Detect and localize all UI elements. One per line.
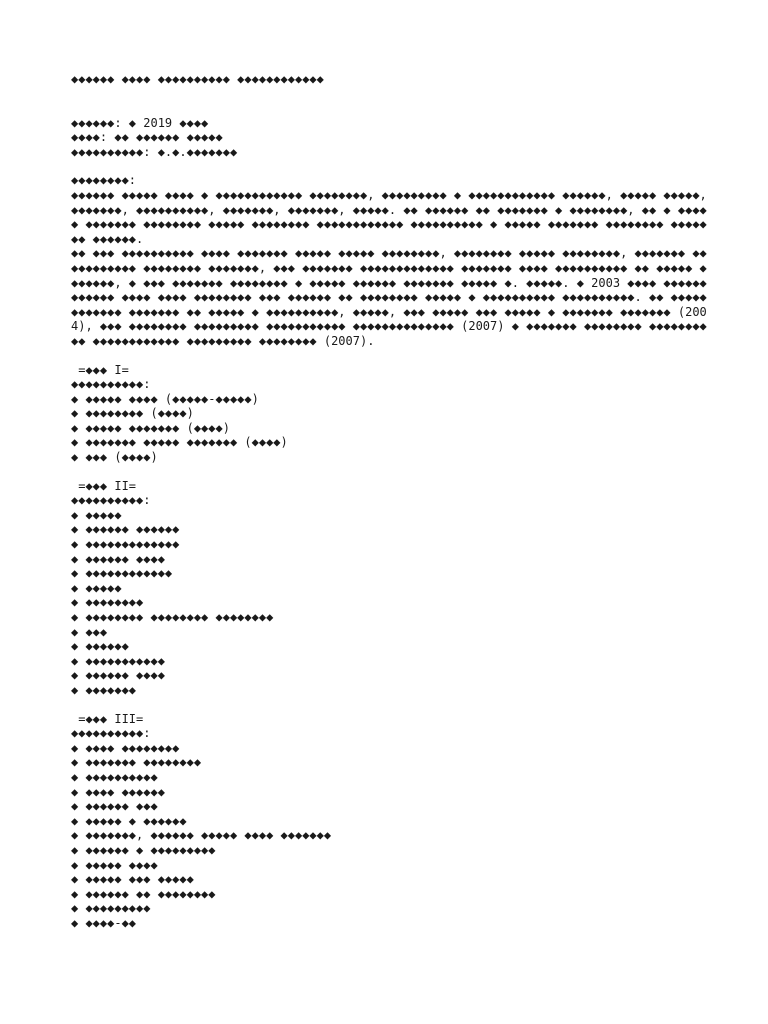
list-item: ◆ ◆◆◆◆ ◆◆◆◆◆◆ [71,784,165,799]
list-item: ◆ ◆◆◆◆◆◆◆◆ (◆◆◆◆) [71,406,194,421]
list-item: ◆ ◆◆◆◆◆◆◆◆◆◆ [71,769,158,784]
list-item: ◆ ◆◆◆ [71,624,108,639]
list-item: ◆ ◆◆◆◆◆◆ ◆◆◆ [71,799,158,814]
spacer [71,698,711,712]
list-item: ◆ ◆◆◆ (◆◆◆◆) [71,450,158,465]
list-item: ◆ ◆◆◆◆◆◆◆, ◆◆◆◆◆◆ ◆◆◆◆◆ ◆◆◆◆ ◆◆◆◆◆◆◆ [71,828,332,843]
spacer [71,465,711,479]
description-block [71,173,714,348]
meta-line-3: ◆◆◆◆◆◆◆◆◆◆: ◆.◆.◆◆◆◆◆◆◆ [71,144,238,159]
list-item: ◆ ◆◆◆◆◆◆◆◆◆◆◆◆ [71,566,173,581]
list-item: ◆ ◆◆◆◆◆◆◆ ◆◆◆◆◆◆◆◆ [71,755,202,770]
list-item: ◆ ◆◆◆◆◆ ◆◆◆◆◆◆◆ (◆◆◆◆) [71,420,230,435]
description-paragraph-1: ◆◆◆◆◆◆ ◆◆◆◆◆ ◆◆◆◆ ◆ ◆◆◆◆◆◆◆◆◆◆◆◆ ◆◆◆◆◆◆◆◆, ◆◆◆◆◆◆◆◆◆ ◆ ◆◆◆◆◆◆◆◆◆◆◆◆ ◆◆◆◆◆◆, ◆◆◆◆◆ ◆◆◆◆◆, ◆◆◆◆◆◆◆, ◆◆◆◆◆◆◆◆◆◆, ◆◆◆◆◆◆◆, ◆◆◆◆◆◆◆, ◆◆◆◆◆. ◆◆ ◆◆◆◆◆◆ ◆◆ ◆◆◆◆◆◆◆ ◆ ◆◆◆◆◆◆◆◆, ◆◆ ◆ ◆◆◆◆◆ ◆◆◆◆◆◆◆ ◆◆◆◆◆◆◆◆ ◆◆◆◆◆ ◆◆◆◆◆◆◆◆ ◆◆◆◆◆◆◆◆◆◆◆◆ ◆◆◆◆◆◆◆◆◆◆ ◆ ◆◆◆◆◆ ◆◆◆◆◆◆◆ ◆◆◆◆◆◆◆◆ ◆◆◆◆◆◆◆ ◆◆◆◆◆◆. [71,187,714,246]
list-item: ◆ ◆◆◆◆◆ ◆◆◆ ◆◆◆◆◆ [71,872,194,887]
list-item: ◆ ◆◆◆◆◆◆◆ [71,682,137,697]
list-item: ◆ ◆◆◆◆◆ ◆ ◆◆◆◆◆◆ [71,813,187,828]
list-item: ◆ ◆◆◆◆◆ [71,507,122,522]
list-item: ◆ ◆◆◆◆◆ ◆◆◆◆ (◆◆◆◆◆-◆◆◆◆◆) [71,391,259,406]
list-item: ◆ ◆◆◆◆-◆◆ [71,915,137,930]
document-title: ◆◆◆◆◆◆ ◆◆◆◆ ◆◆◆◆◆◆◆◆◆◆ ◆◆◆◆◆◆◆◆◆◆◆◆ [71,72,324,86]
spacer [71,87,711,116]
list-item: ◆ ◆◆◆◆◆◆◆ ◆◆◆◆◆ ◆◆◆◆◆◆◆ (◆◆◆◆) [71,435,288,450]
description-heading: ◆◆◆◆◆◆◆◆: [71,173,137,188]
list-item: ◆ ◆◆◆◆◆ [71,580,122,595]
list-item: ◆ ◆◆◆◆◆◆◆◆ ◆◆◆◆◆◆◆◆ ◆◆◆◆◆◆◆◆ [71,610,274,624]
list-item: ◆ ◆◆◆◆◆◆◆◆ [71,595,144,610]
spacer [71,349,711,363]
section-heading: =◆◆◆ II= [71,478,137,493]
list-item: ◆ ◆◆◆◆◆◆◆◆◆◆◆ [71,653,165,668]
metadata-block [71,116,711,160]
section-subheading: ◆◆◆◆◆◆◆◆◆◆: [71,377,151,392]
section-subheading: ◆◆◆◆◆◆◆◆◆◆: [71,726,151,741]
document-page [71,72,714,930]
section-2 [71,479,711,698]
list-item: ◆ ◆◆◆◆◆◆ ◆◆◆◆◆◆ [71,522,180,537]
list-item: ◆ ◆◆◆◆◆◆ ◆◆◆◆ [71,551,165,566]
list-item: ◆ ◆◆◆◆◆◆◆◆◆◆◆◆◆ [71,537,180,552]
list-item: ◆ ◆◆◆◆◆◆ ◆◆◆◆ [71,668,165,683]
section-1 [71,363,711,465]
list-item: ◆ ◆◆◆◆◆◆ [71,639,129,654]
spacer [71,159,711,173]
list-item: ◆ ◆◆◆◆◆ ◆◆◆◆ [71,857,158,872]
section-heading: =◆◆◆ III= [71,711,144,726]
description-paragraph-2: ◆◆ ◆◆◆ ◆◆◆◆◆◆◆◆◆◆ ◆◆◆◆ ◆◆◆◆◆◆◆ ◆◆◆◆◆ ◆◆◆◆◆ ◆◆◆◆◆◆◆◆, ◆◆◆◆◆◆◆◆ ◆◆◆◆◆ ◆◆◆◆◆◆◆◆, ◆◆◆◆◆◆◆ ◆◆◆◆◆◆◆◆◆◆◆ ◆◆◆◆◆◆◆◆ ◆◆◆◆◆◆◆, ◆◆◆ ◆◆◆◆◆◆◆ ◆◆◆◆◆◆◆◆◆◆◆◆◆ ◆◆◆◆◆◆◆ ◆◆◆◆ ◆◆◆◆◆◆◆◆◆◆ ◆◆ ◆◆◆◆◆ ◆◆◆◆◆◆◆, ◆ ◆◆◆ ◆◆◆◆◆◆◆ ◆◆◆◆◆◆◆◆ ◆ ◆◆◆◆◆ ◆◆◆◆◆◆ ◆◆◆◆◆◆◆ ◆◆◆◆◆ ◆. ◆◆◆◆◆. ◆ 2003 ◆◆◆◆ ◆◆◆◆◆◆◆◆◆◆◆◆ ◆◆◆◆ ◆◆◆◆ ◆◆◆◆◆◆◆◆ ◆◆◆ ◆◆◆◆◆◆ ◆◆ ◆◆◆◆◆◆◆◆ ◆◆◆◆◆ ◆ ◆◆◆◆◆◆◆◆◆◆ ◆◆◆◆◆◆◆◆◆◆. ◆◆ ◆◆◆◆◆ ◆◆◆◆◆◆◆ ◆◆◆◆◆◆◆ ◆◆ ◆◆◆◆◆ ◆ ◆◆◆◆◆◆◆◆◆◆, ◆◆◆◆◆, ◆◆◆ ◆◆◆◆◆ ◆◆◆ ◆◆◆◆◆ ◆ ◆◆◆◆◆◆◆ ◆◆◆◆◆◆◆ (2004), ◆◆◆ ◆◆◆◆◆◆◆◆ ◆◆◆◆◆◆◆◆◆ ◆◆◆◆◆◆◆◆◆◆◆ ◆◆◆◆◆◆◆◆◆◆◆◆◆◆ (2007) ◆ ◆◆◆◆◆◆◆ ◆◆◆◆◆◆◆◆ ◆◆◆◆◆◆◆◆ ◆◆ ◆◆◆◆◆◆◆◆◆◆◆◆ ◆◆◆◆◆◆◆◆◆ ◆◆◆◆◆◆◆◆ (2007). [71,246,714,348]
meta-line-2: ◆◆◆◆: ◆◆ ◆◆◆◆◆◆ ◆◆◆◆◆ [71,130,223,145]
section-3 [71,712,711,931]
list-item: ◆ ◆◆◆◆ ◆◆◆◆◆◆◆◆ [71,740,180,755]
list-item: ◆ ◆◆◆◆◆◆◆◆◆ [71,901,151,916]
list-item: ◆ ◆◆◆◆◆◆ ◆ ◆◆◆◆◆◆◆◆◆ [71,842,216,857]
section-heading: =◆◆◆ I= [71,362,129,377]
list-item: ◆ ◆◆◆◆◆◆ ◆◆ ◆◆◆◆◆◆◆◆ [71,886,216,901]
section-subheading: ◆◆◆◆◆◆◆◆◆◆: [71,493,151,508]
meta-line-1: ◆◆◆◆◆◆: ◆ 2019 ◆◆◆◆ [71,115,209,130]
